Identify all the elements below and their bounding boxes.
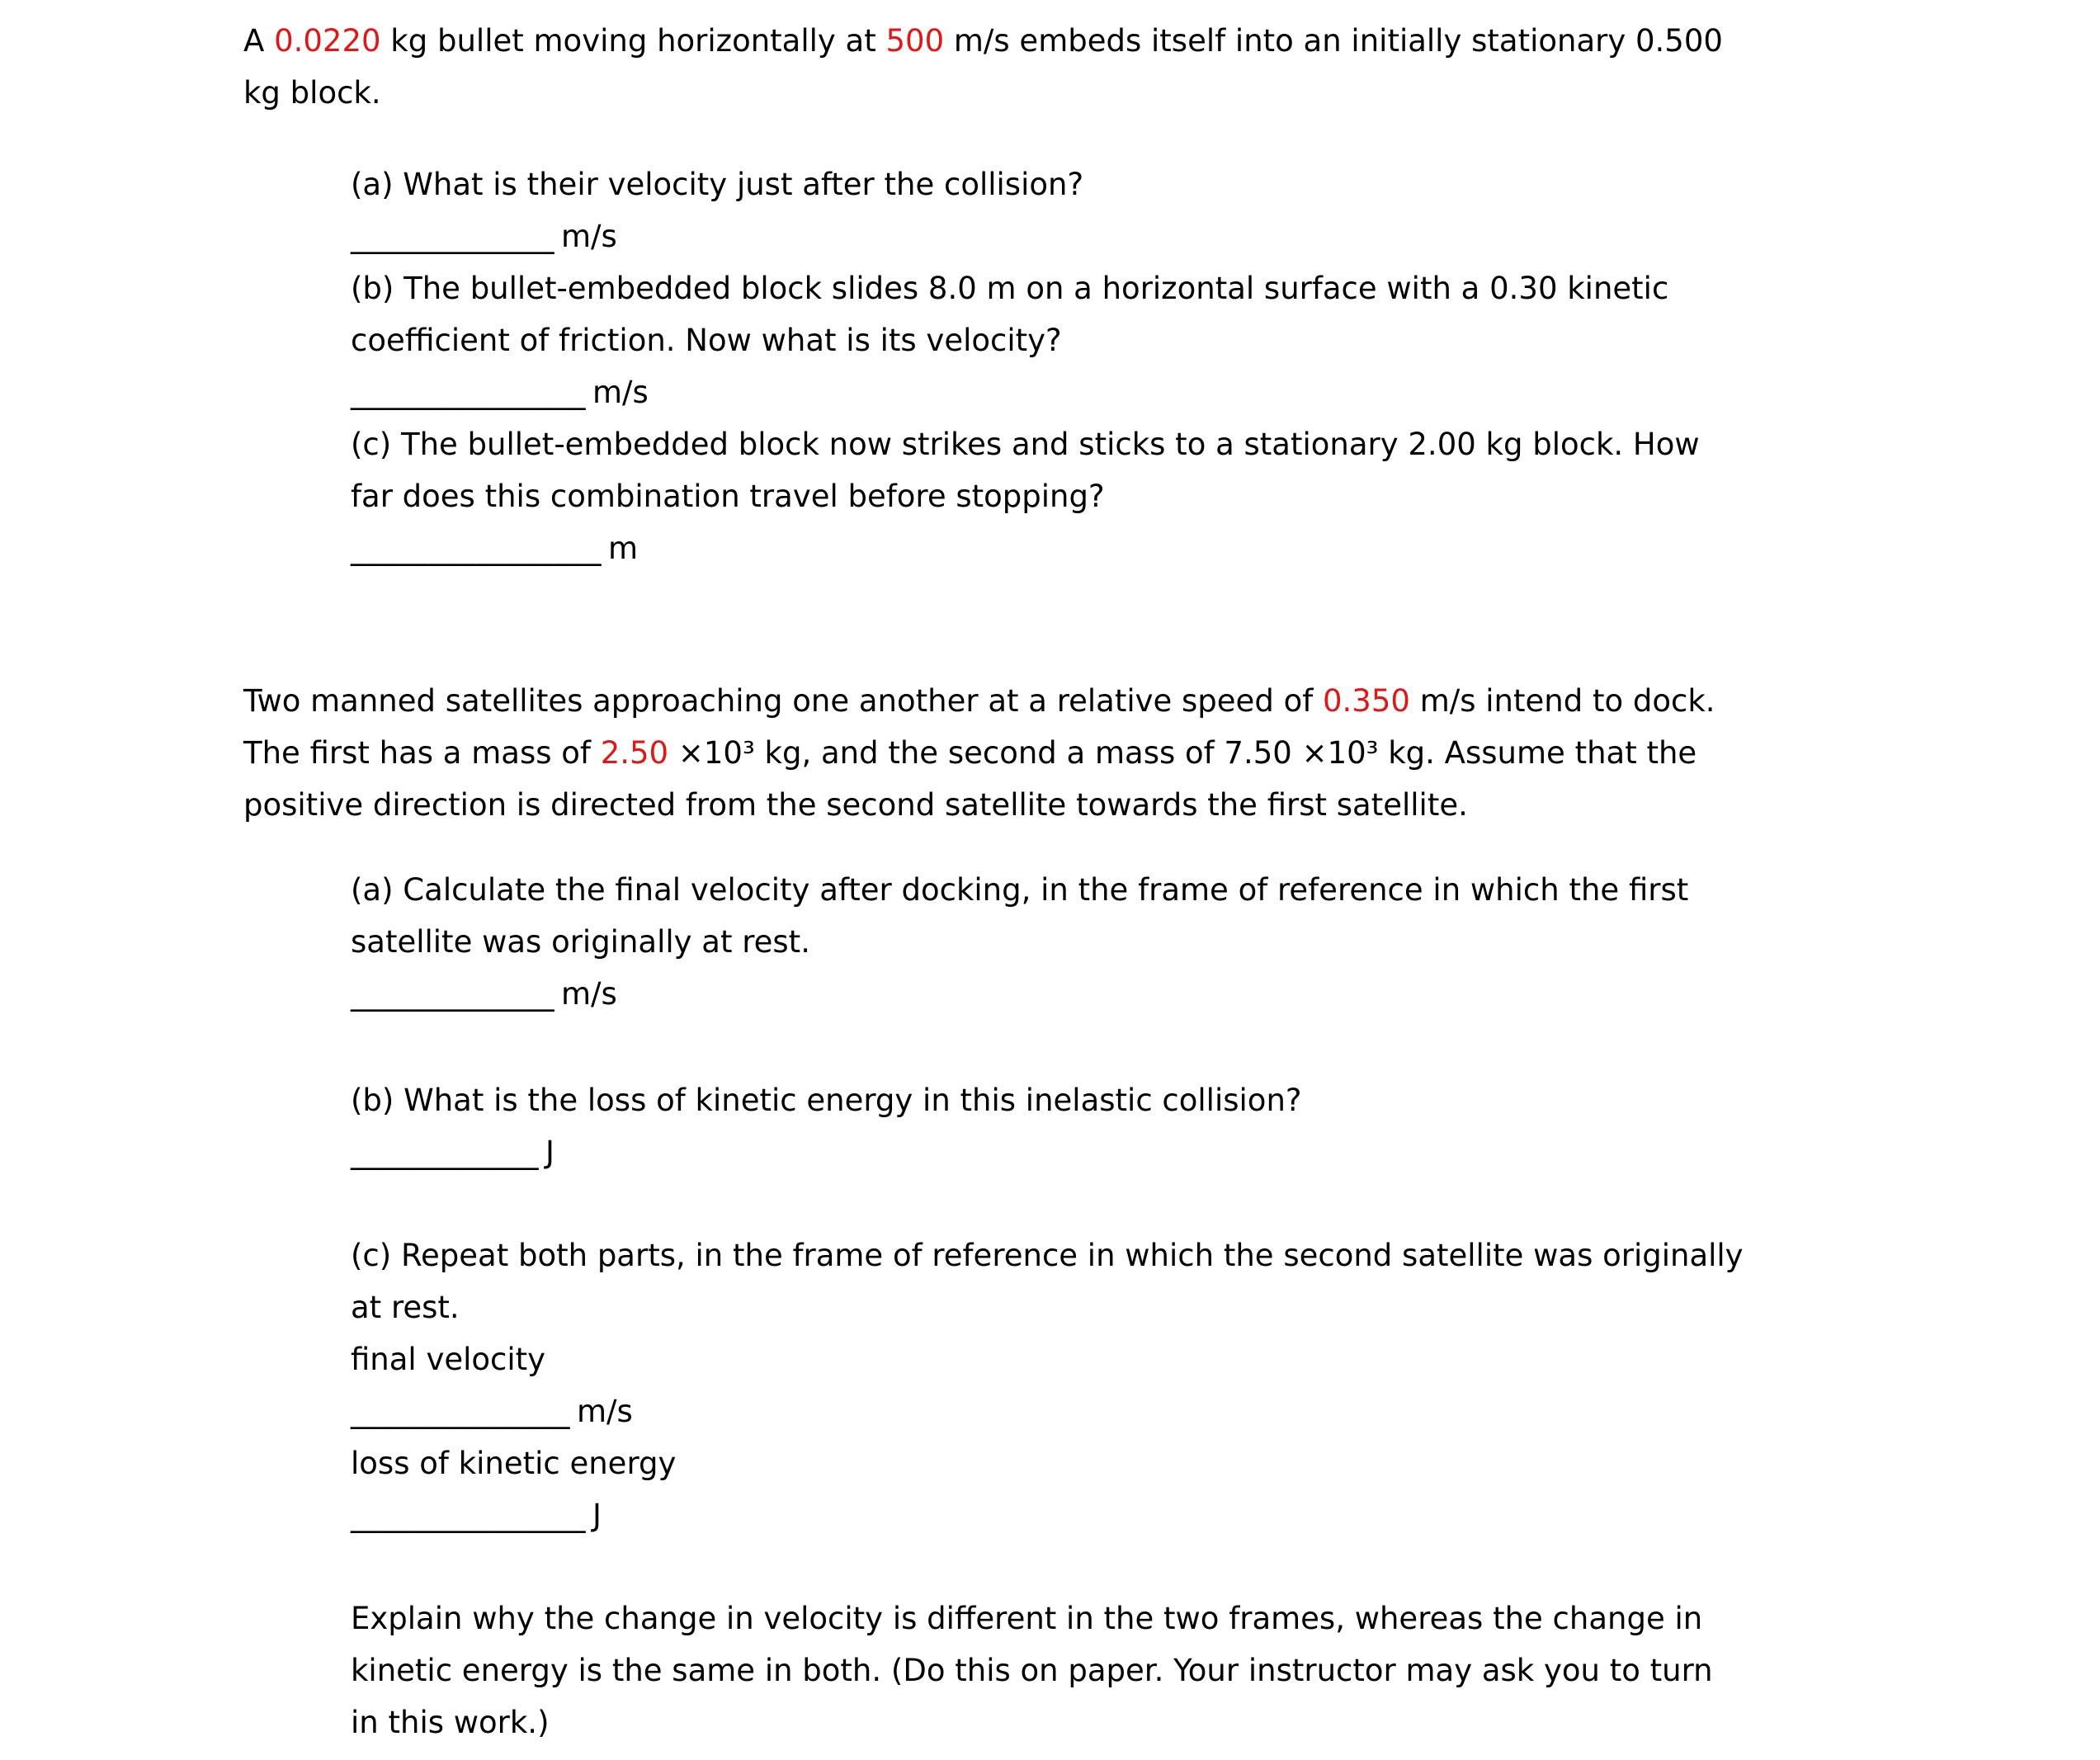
p2-part-c-energy-unit: J — [592, 1498, 602, 1533]
problem2-intro-line3: positive direction is directed from the second satellite towards the first satellite. — [243, 787, 1468, 823]
problem2-part-a — [351, 864, 2100, 1020]
p2-part-c-velocity-answer-row — [351, 1385, 2100, 1437]
p2-part-c-question-line1: (c) Repeat both parts, in the frame of reference in which the second satellite was originally — [351, 1238, 1744, 1273]
problem2-intro-line2 — [243, 727, 2100, 779]
p2-part-c-question-line2: at rest. — [351, 1290, 460, 1325]
problem2-part-b — [351, 1074, 2100, 1178]
p1-part-a-answer-blank[interactable]: _____________ — [351, 219, 554, 254]
p2-part-b-unit: J — [545, 1135, 554, 1170]
p2-part-a-answer-blank[interactable]: _____________ — [351, 976, 554, 1012]
problem1-intro-line2: kg block. — [243, 75, 381, 111]
p1-part-c-question-line1: (c) The bullet-embedded block now strikes and sticks to a stationary 2.00 kg block. How — [351, 427, 1700, 462]
p1-part-b-question-line2: coefficient of friction. Now what is its velocity? — [351, 323, 1062, 358]
intro-text-segment: A — [243, 23, 275, 59]
p2-part-a-answer-row — [351, 968, 2100, 1020]
p1-part-c-unit: m — [608, 531, 639, 566]
bullet-speed-value: 500 — [885, 23, 945, 59]
p2-part-a-unit: m/s — [561, 976, 617, 1012]
problem-bullet-block — [0, 15, 2100, 574]
problem2-intro-line1 — [243, 675, 2100, 727]
p2-part-a-question-line1: (a) Calculate the final velocity after docking, in the frame of reference in which the first — [351, 872, 1689, 908]
p1-part-a-unit: m/s — [561, 219, 617, 254]
problem2-explain-note — [351, 1592, 2100, 1748]
problem2-intro — [243, 675, 2100, 831]
p1-part-a-answer-row — [351, 210, 2100, 262]
p1-part-a-question: (a) What is their velocity just after the collision? — [351, 167, 1084, 202]
problem1-intro — [243, 15, 2100, 119]
satellite1-mass-value: 2.50 — [600, 735, 669, 771]
intro-text-segment: kg bullet moving horizontally at — [380, 23, 886, 59]
p1-part-c-answer-blank[interactable]: ________________ — [351, 531, 602, 566]
p1-part-b-unit: m/s — [592, 375, 649, 410]
relative-speed-value: 0.350 — [1323, 683, 1410, 719]
p2-part-c-final-velocity-label: final velocity — [351, 1342, 546, 1377]
explain-note-line1: Explain why the change in velocity is different in the two frames, whereas the change in — [351, 1601, 1703, 1636]
p1-part-b-question-line1: (b) The bullet-embedded block slides 8.0 m on a horizontal surface with a 0.30 kinetic — [351, 271, 1669, 306]
p2-part-c-velocity-unit: m/s — [577, 1394, 633, 1429]
p2-part-c-energy-answer-row — [351, 1489, 2100, 1541]
p2-part-b-answer-row — [351, 1126, 2100, 1178]
p1-part-b-answer-row — [351, 366, 2100, 418]
explain-note-line2: kinetic energy is the same in both. (Do this on paper. Your instructor may ask you to turn — [351, 1653, 1713, 1688]
problem-satellites — [0, 675, 2100, 1748]
p1-part-b-answer-blank[interactable]: _______________ — [351, 375, 586, 410]
intro-text-segment: m/s embeds itself into an initially stationary 0.500 — [944, 23, 1723, 59]
p2-part-c-energy-loss-label: loss of kinetic energy — [351, 1446, 677, 1481]
intro-text-segment: Two manned satellites approaching one another at a relative speed of — [243, 683, 1323, 719]
intro-text-segment: The first has a mass of — [243, 735, 601, 771]
p1-part-c-answer-row — [351, 522, 2100, 574]
p1-part-c-question-line2: far does this combination travel before stopping? — [351, 479, 1105, 514]
explain-note-line3: in this work.) — [351, 1705, 550, 1740]
problem1-parts — [351, 158, 2100, 574]
problem1-intro-line1 — [243, 15, 2100, 67]
intro-text-segment: m/s intend to dock. — [1409, 683, 1715, 719]
problem2-part-c — [351, 1229, 2100, 1541]
p2-part-b-question: (b) What is the loss of kinetic energy in this inelastic collision? — [351, 1083, 1302, 1118]
intro-text-segment: ×10³ kg, and the second a mass of 7.50 ×10³ kg. Assume that the — [668, 735, 1697, 771]
bullet-mass-value: 0.0220 — [274, 23, 381, 59]
p2-part-a-question-line2: satellite was originally at rest. — [351, 924, 810, 960]
p2-part-b-answer-blank[interactable]: ____________ — [351, 1135, 539, 1170]
p2-part-c-energy-answer-blank[interactable]: _______________ — [351, 1498, 586, 1533]
p2-part-c-velocity-answer-blank[interactable]: ______________ — [351, 1394, 570, 1429]
